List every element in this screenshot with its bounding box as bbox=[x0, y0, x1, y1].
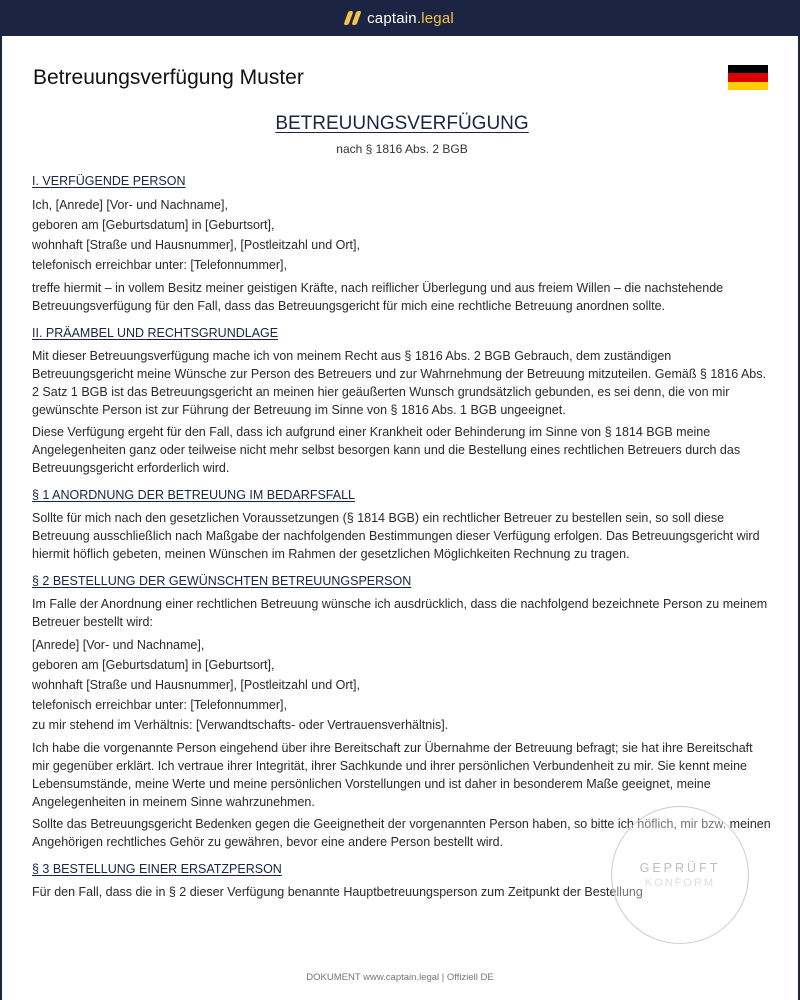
paragraph: Ich habe die vorgenannte Person eingehend über ihre Bereitschaft zur Übernahme der Betreuung befragt; sie hat ihre Bereitschaft mir gegenüber erklärt. Ich vertraue ihrer Integrität, ihrer Sachkunde und ihrer persönlichen Verbundenheit zu mir. Sie kennt meine Lebensumstände, meine Werte und meine persönlichen Vorstellungen und ist daher in besonderem Maße geeignet, meine Angelegenheiten in meinem Sinne wahrzunehmen. bbox=[32, 741, 753, 809]
document-footer: DOKUMENT www.captain.legal | Offiziell DE bbox=[306, 972, 494, 983]
paragraph: Sollte das Betreuungsgericht Bedenken gegen die Geeignetheit der vorgenannten Person haben, so bitte ich höflich, mir bzw. meinen Angehörigen rechtliches Gehör zu gewähren, bevor eine andere Person bestellt wird. bbox=[32, 817, 771, 849]
verified-stamp bbox=[611, 806, 749, 944]
captain-logo-icon bbox=[344, 11, 362, 25]
section-heading: II. PRÄAMBEL UND RECHTSGRUNDLAGE bbox=[32, 326, 279, 340]
section-heading: § 2 BESTELLUNG DER GEWÜNSCHTEN BETREUUNGSPERSON bbox=[32, 574, 412, 588]
paragraph: Für den Fall, dass die in § 2 dieser Verfügung benannte Hauptbetreuungsperson zum Zeitpunkt der Bestellung bbox=[32, 885, 643, 899]
document-subtitle: nach § 1816 Abs. 2 BGB bbox=[336, 142, 468, 156]
section-heading: § 3 BESTELLUNG EINER ERSATZPERSON bbox=[32, 862, 282, 876]
paragraph: Im Falle der Anordnung einer rechtlichen Betreuung wünsche ich ausdrücklich, dass die nachfolgend bezeichnete Person zu meinem Betreuer bestellt wird: bbox=[32, 597, 768, 629]
stamp-sublabel: KONFORM bbox=[644, 877, 716, 889]
text-line: telefonisch erreichbar unter: [Telefonnummer], bbox=[32, 258, 287, 272]
document-main-title: BETREUUNGSVERFÜGUNG bbox=[275, 113, 529, 134]
text-line: telefonisch erreichbar unter: [Telefonnummer], bbox=[32, 698, 287, 712]
document-sheet bbox=[2, 36, 798, 1000]
text-line: wohnhaft [Straße und Hausnummer], [Postleitzahl und Ort], bbox=[32, 238, 360, 252]
text-line: [Anrede] [Vor- und Nachname], bbox=[32, 638, 205, 652]
text-line: geboren am [Geburtsdatum] in [Geburtsort], bbox=[32, 218, 275, 232]
text-line: zu mir stehend im Verhältnis: [Verwandtschafts- oder Vertrauensverhältnis]. bbox=[32, 718, 449, 732]
stamp-label: GEPRÜFT bbox=[639, 861, 721, 875]
top-bar bbox=[0, 0, 800, 36]
page-title: Betreuungsverfügung Muster bbox=[33, 66, 304, 89]
text-line: Ich, [Anrede] [Vor- und Nachname], bbox=[32, 198, 228, 212]
text-line: wohnhaft [Straße und Hausnummer], [Postleitzahl und Ort], bbox=[32, 678, 360, 692]
paragraph: Sollte für mich nach den gesetzlichen Voraussetzungen (§ 1814 BGB) ein rechtlicher Betreuer zu bestellen sein, so soll diese Betreuung ausschließlich nach Maßgabe der nachfolgenden Bestimmungen dieser Verfügung erfolgen. Das Betreuungsgericht wird hiermit höflich gebeten, meinen Wünschen im Rahmen der gesetzlichen Möglichkeiten Rechnung zu tragen. bbox=[32, 511, 760, 561]
text-line: geboren am [Geburtsdatum] in [Geburtsort], bbox=[32, 658, 275, 672]
brand-name: captain.legal bbox=[367, 9, 454, 27]
german-flag-icon bbox=[728, 65, 768, 90]
brand-logo[interactable] bbox=[346, 10, 454, 27]
section-heading: I. VERFÜGENDE PERSON bbox=[32, 174, 186, 188]
paragraph: Diese Verfügung ergeht für den Fall, dass ich aufgrund einer Krankheit oder Behinderung im Sinne von § 1814 BGB meine Angelegenheiten ganz oder teilweise nicht mehr selbst besorgen kann und die Bestellung eines rechtlichen Betreuers durch das Betreuungsgericht erforderlich wird. bbox=[32, 425, 741, 475]
section-heading: § 1 ANORDNUNG DER BETREUUNG IM BEDARFSFALL bbox=[32, 488, 355, 502]
paragraph: treffe hiermit – in vollem Besitz meiner geistigen Kräfte, nach reiflicher Überlegung und aus freiem Willen – die nachstehende Betreuungsverfügung für den Fall, dass das Betreuungsgericht für mich eine rechtliche Betreuung anordnen sollte. bbox=[32, 281, 724, 313]
paragraph: Mit dieser Betreuungsverfügung mache ich von meinem Recht aus § 1816 Abs. 2 BGB Gebrauch, dem zuständigen Betreuungsgericht meine Wünsche zur Person des Betreuers und zur Wahrnehmung der Betreuung mitzuteilen. Gemäß § 1816 Abs. 2 Satz 1 BGB ist das Betreuungsgericht an meinen hier geäußerten Wunsch grundsätzlich gebunden, es sei denn, die von mir gewünschte Person ist zur Führung der Betreuung im Sinne von § 1816 Abs. 1 BGB ungeeignet. bbox=[32, 349, 766, 417]
